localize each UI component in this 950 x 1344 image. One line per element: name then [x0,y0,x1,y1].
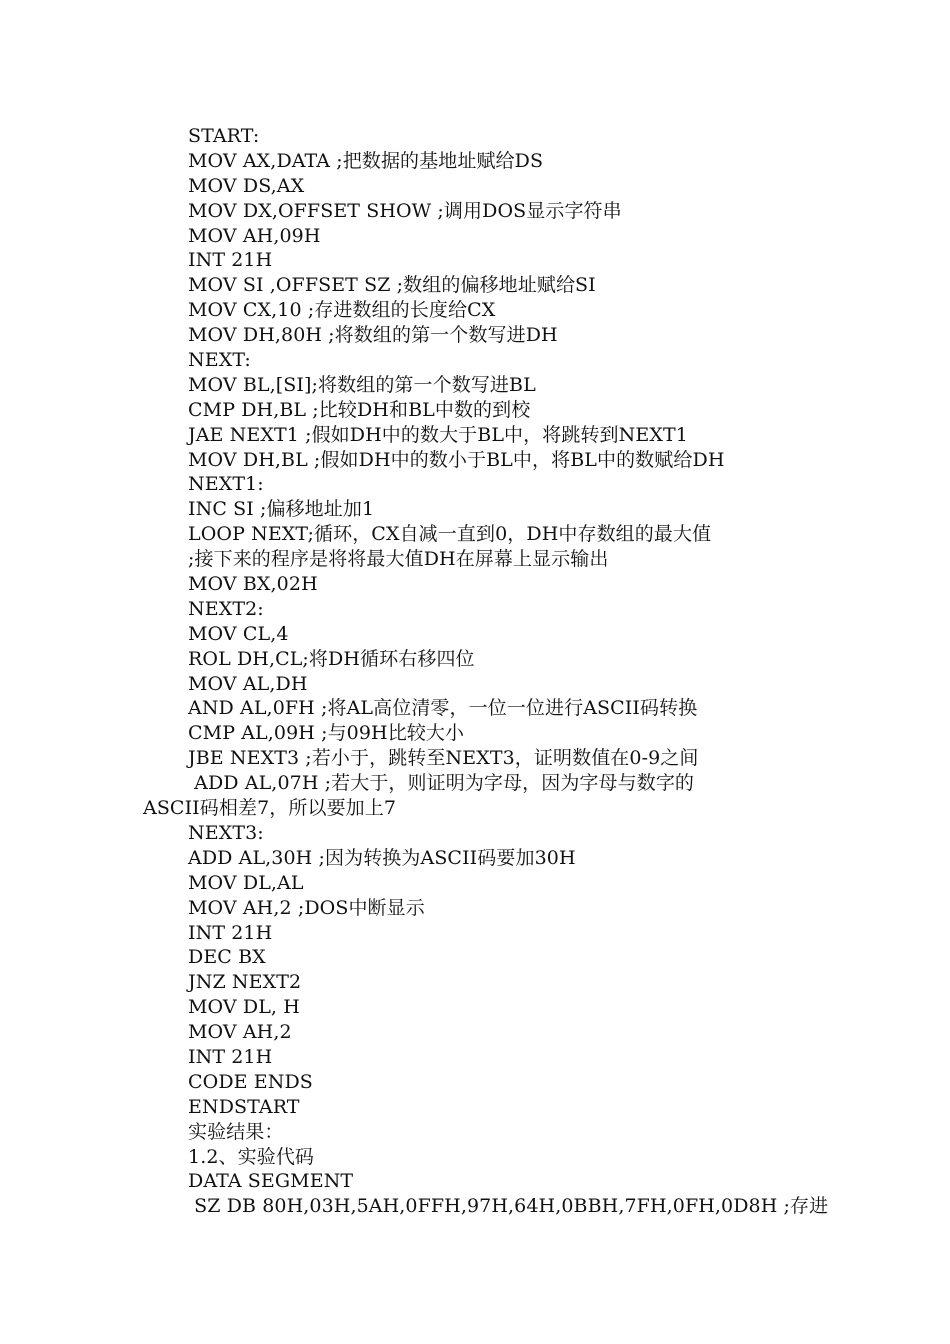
code-line: MOV AL,DH [188,672,308,695]
code-line: CMP AL,09H ;与09H比较大小 [188,722,465,745]
code-line: NEXT1: [188,473,264,496]
code-line: ROL DH,CL;将DH循环右移四位 [188,647,475,670]
code-line: MOV BL,[SI];将数组的第一个数写进BL [188,373,536,396]
code-line: MOV DH,80H ;将数组的第一个数写进DH [188,324,558,347]
code-line: ;接下来的程序是将将最大值DH在屏幕上显示输出 [188,548,609,571]
section-heading-code: 1.2、实验代码 [188,1145,315,1168]
code-line-continuation: ASCII码相差7，所以要加上7 [143,797,397,820]
code-line: INC SI ;偏移地址加1 [188,498,375,521]
code-line: MOV CX,10 ;存进数组的长度给CX [188,299,496,322]
code-line: CMP DH,BL ;比较DH和BL中数的到校 [188,398,531,421]
code-line: MOV DL,AL [188,871,304,894]
code-line: START: [188,125,260,147]
code-line: MOV DX,OFFSET SHOW ;调用DOS显示字符串 [188,199,622,222]
code-line: AND AL,0FH ;将AL高位清零，一位一位进行ASCII码转换 [188,697,698,720]
code-line: JAE NEXT1 ;假如DH中的数大于BL中，将跳转到NEXT1 [188,423,688,446]
code-line: MOV AH,09H [188,224,321,247]
code-line: ADD AL,30H ;因为转换为ASCII码要加30H [188,846,576,869]
code-line: SZ DB 80H,03H,5AH,0FFH,97H,64H,0BBH,7FH,0FH,0D8H ;存进 [188,1195,829,1218]
code-line: MOV SI ,OFFSET SZ ;数组的偏移地址赋给SI [188,274,596,297]
code-line: MOV AX,DATA ;把数据的基地址赋给DS [188,149,544,172]
code-line: MOV BX,02H [188,573,318,596]
code-line: INT 21H [188,249,273,272]
section-heading-results: 实验结果： [188,1120,284,1143]
code-line: JBE NEXT3 ;若小于，跳转至NEXT3，证明数值在0-9之间 [188,747,699,770]
code-line: DATA SEGMENT [188,1170,354,1193]
code-line: INT 21H [188,1045,273,1068]
code-line: LOOP NEXT;循环，CX自减一直到0，DH中存数组的最大值 [188,523,712,546]
code-line: MOV DL, H [188,996,300,1019]
code-line: ENDSTART [188,1095,300,1118]
code-line: NEXT: [188,349,251,372]
code-line-wrapped: ADD AL,07H ;若大于，则证明为字母，因为字母与数字的 [188,772,695,795]
code-line: MOV AH,2 [188,1021,292,1044]
code-line: JNZ NEXT2 [188,971,302,994]
code-line: CODE ENDS [188,1070,313,1093]
code-line: DEC BX [188,946,266,969]
code-line: MOV AH,2 ;DOS中断显示 [188,896,425,919]
code-line: INT 21H [188,921,273,944]
code-line: NEXT3: [188,821,264,844]
code-line: MOV DS,AX [188,174,305,197]
code-line: MOV CL,4 [188,622,289,645]
code-line: MOV DH,BL ;假如DH中的数小于BL中，将BL中的数赋给DH [188,448,725,471]
code-line: NEXT2: [188,597,264,620]
code-listing [143,124,888,1219]
